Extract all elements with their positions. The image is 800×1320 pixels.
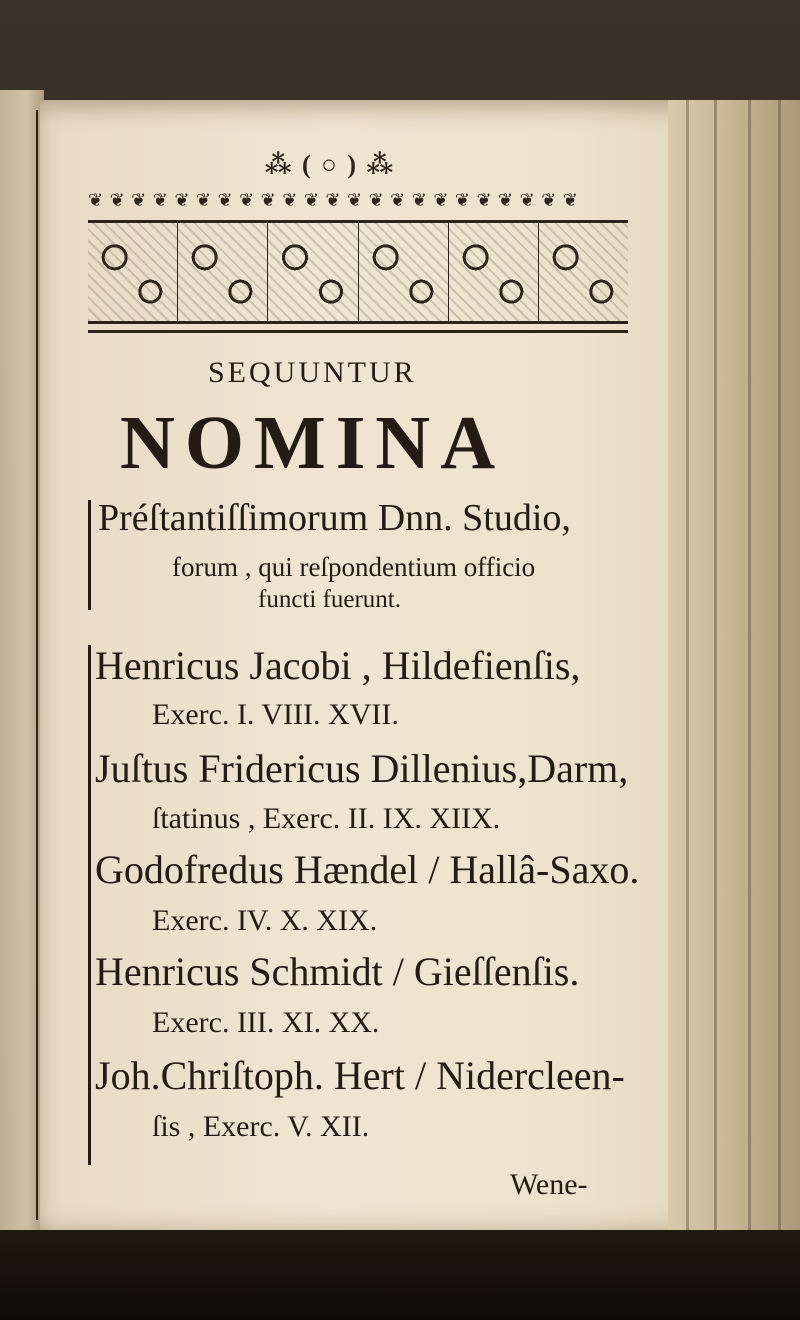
entry-detail: Exerc. I. VIII. XVII. (152, 698, 399, 731)
heading-sequuntur: SEQUUNTUR (208, 356, 417, 389)
entry-name: Juſtus Fridericus Dillenius,Darm, (95, 746, 629, 791)
intro-line-1: Préſtantiſſimorum Dnn. Studio, (98, 497, 571, 539)
entry-detail: Exerc. III. XI. XX. (152, 1006, 380, 1039)
heading-nomina: NOMINA (120, 401, 506, 485)
catchword: Wene- (510, 1168, 588, 1201)
entry-name: Henricus Jacobi , Hildefienſis, (95, 643, 581, 688)
ornament-rule (88, 330, 628, 333)
headpiece-panel (539, 223, 628, 321)
headpiece-panel (178, 223, 268, 321)
intro-line-3: functi fuerunt. (258, 586, 402, 613)
headpiece-panel (88, 223, 178, 321)
head-ornament: ⁂ ( ○ ) ⁂ (264, 150, 396, 179)
headpiece-panel (268, 223, 358, 321)
entry-name: Godofredus Hændel / Hallâ-Saxo. (95, 847, 640, 892)
margin-rule (88, 645, 91, 1165)
entry-detail: ſis , Exerc. V. XII. (152, 1110, 370, 1143)
headpiece-panel (359, 223, 449, 321)
ornamental-headpiece (88, 220, 628, 324)
margin-rule (88, 500, 91, 610)
headpiece-panel (449, 223, 539, 321)
entry-name: Henricus Schmidt / Gieſſenſis. (95, 949, 580, 994)
ornament-band: ❦ ❦ ❦ ❦ ❦ ❦ ❦ ❦ ❦ ❦ ❦ ❦ ❦ ❦ ❦ ❦ ❦ ❦ ❦ ❦ ❦ ❦ ❦ (88, 190, 579, 210)
entry-detail: ſtatinus , Exerc. II. IX. XIIX. (152, 802, 501, 835)
entry-detail: Exerc. IV. X. XIX. (152, 904, 378, 937)
entry-name: Joh.Chriſtoph. Hert / Nidercleen- (95, 1053, 625, 1098)
intro-line-2: forum , qui reſpondentium officio (172, 552, 536, 582)
